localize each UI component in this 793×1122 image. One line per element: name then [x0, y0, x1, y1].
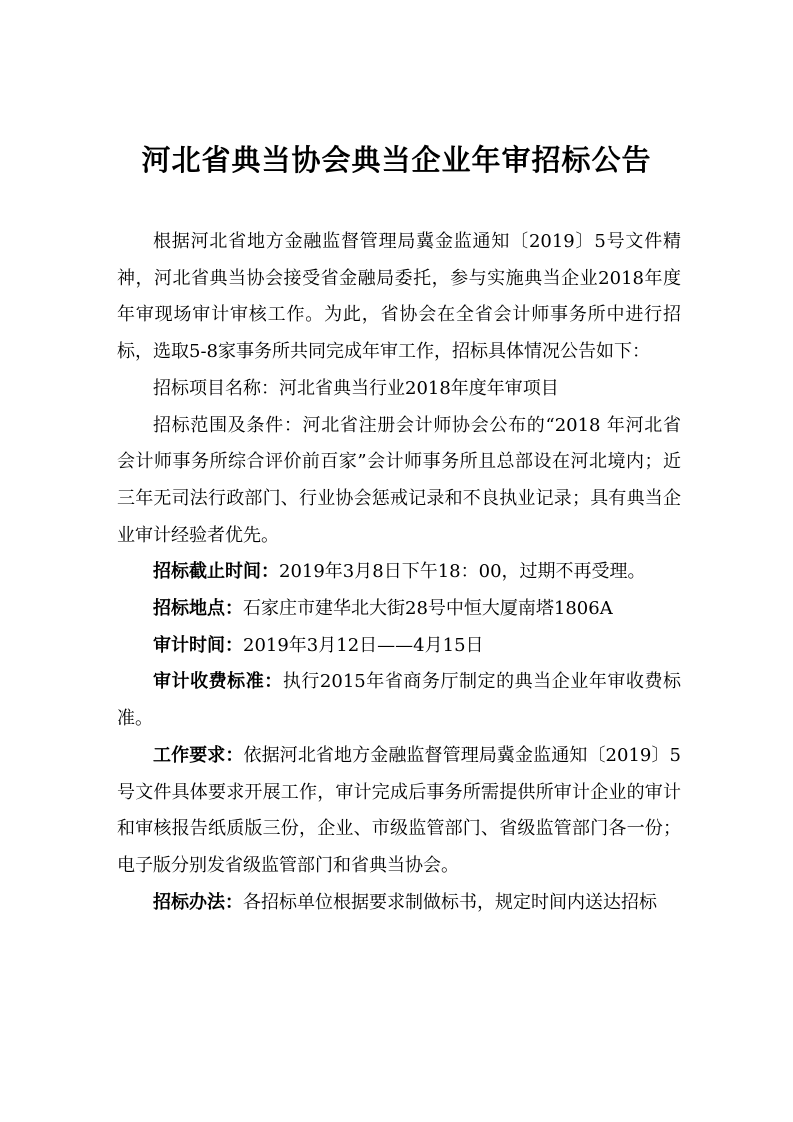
paragraph-text: 石家庄市建华北大街28号中恒大厦南塔1806A: [243, 598, 613, 620]
paragraph-label: 审计时间：: [153, 634, 243, 656]
paragraph-label: 招标地点：: [153, 598, 243, 620]
fee-standard-paragraph: [117, 664, 681, 737]
paragraph-text: 依据河北省地方金融监督管理局冀金监通知〔2019〕5号文件具体要求开展工作，审计完成后事务所需提供所审计企业的审计和审核报告纸质版三份，企业、市级监管部门、省级监管部门各一份；电子版分别发省级监管部门和省典当协会。: [117, 744, 682, 876]
paragraph-text: 根据河北省地方金融监督管理局冀金监通知〔2019〕5号文件精神，河北省典当协会接受省金融局委托，参与实施典当企业2018年度年审现场审计审核工作。为此，省协会在全省会计师事务所中进行招标，选取5-8家事务所共同完成年审工作，招标具体情况公告如下：: [117, 231, 681, 363]
paragraph-text: 2019年3月12日——4月15日: [243, 634, 484, 656]
location-paragraph: [117, 591, 681, 628]
intro-paragraph: [117, 224, 681, 371]
paragraph-label: 招标截止时间：: [153, 561, 279, 583]
deadline-paragraph: [117, 554, 681, 591]
paragraph-text: 2019年3月8日下午18：00，过期不再受理。: [279, 561, 646, 583]
bidding-method-paragraph: [117, 885, 681, 922]
paragraph-label: 审计收费标准：: [153, 671, 283, 693]
audit-time-paragraph: [117, 628, 681, 665]
paragraph-text: 招标范围及条件：河北省注册会计师协会公布的“2018 年河北省会计师事务所综合评价前百家”会计师事务所且总部设在河北境内；近三年无司法行政部门、行业协会惩戒记录和不良执业记录；具有典当企业审计经验者优先。: [117, 414, 681, 546]
paragraph-text: 招标项目名称：河北省典当行业2018年度年审项目: [153, 377, 559, 399]
document-body: [117, 224, 681, 921]
project-name-paragraph: [117, 371, 681, 408]
paragraph-label: 招标办法：: [153, 891, 243, 913]
paragraph-text: 各招标单位根据要求制做标书，规定时间内送达招标: [243, 891, 657, 913]
scope-conditions-paragraph: [117, 408, 681, 555]
paragraph-label: 工作要求：: [153, 744, 244, 766]
document-title: 河北省典当协会典当企业年审招标公告: [141, 143, 652, 177]
work-requirements-paragraph: [117, 738, 681, 885]
paragraph-text: 执行2015年省商务厅制定的典当企业年审收费标准。: [117, 671, 682, 730]
